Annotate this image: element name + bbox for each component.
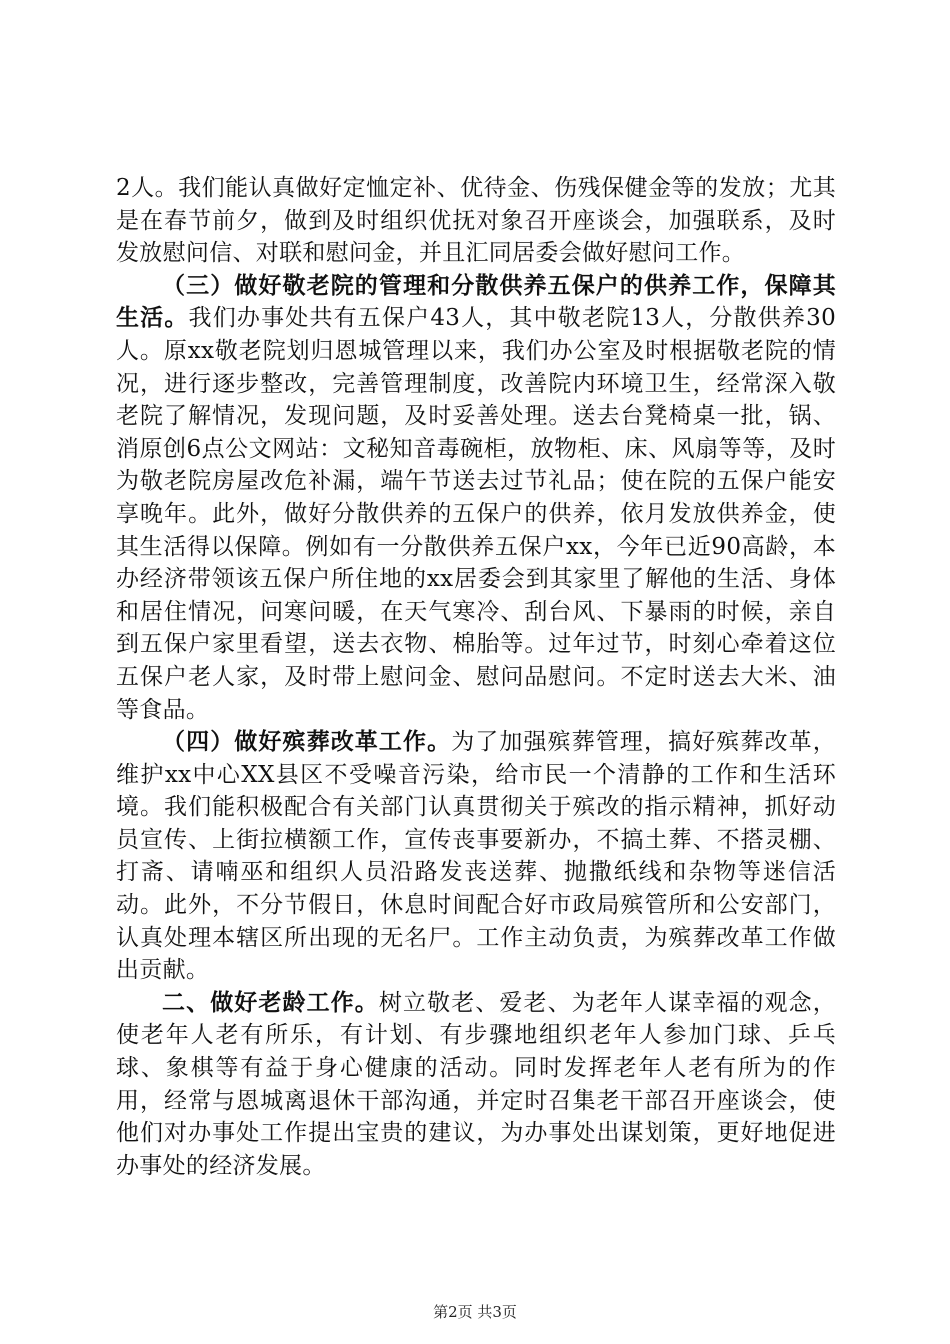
paragraph-text: 2人。我们能认真做好定恤定补、优待金、伤残保健金等的发放；尤其是在春节前夕，做到及时组织优抚对象召开座谈会，加强联系，及时发放慰问信、对联和慰问金，并且汇同居委会做好慰问工作。 [116,175,836,267]
section-heading: （三）做好敬老院的管理和分散供养五保户的供养工作，保障其生活。 [116,271,836,332]
section-heading: 二、做好老龄工作。 [162,988,379,1016]
paragraph-text: 我们办事处共有五保户43人，其中敬老院13人，分散供养30人。原xx敬老院划归恩城管理以来，我们办公室及时根据敬老院的情况，进行逐步整改，完善管理制度，改善院内环境卫生，经常深入敬老院了解情况，发现问题，及时妥善处理。送去台凳椅桌一批，锅、消原创6点公文网站：文秘知音毒碗柜，放物柜、床、风扇等等，及时为敬老院房屋改危补漏，端午节送去过节礼品；使在院的五保户能安享晚年。此外，做好分散供养的五保户的供养，依月发放供养金，使其生活得以保障。例如有一分散供养五保户xx，今年已近90高龄，本办经济带领该五保户所住地的xx居委会到其家里了解他的生活、身体和居住情况，问寒问暖，在天气寒冷、刮台风、下暴雨的时候，亲自到五保户家里看望，送去衣物、棉胎等。过年过节，时刻心牵着这位五保户老人家，及时带上慰问金、慰问品慰问。不定时送去大米、油等食品。 [116,305,837,723]
page-number-footer: 第2页 共3页 [433,1303,517,1321]
paragraph-text: 树立敬老、爱老、为老年人谋幸福的观念，使老年人老有所乐，有计划、有步骤地组织老年人参加门球、乒乓球、象棋等有益于身心健康的活动。同时发挥老年人老有所为的作用，经常与恩城离退休干部沟通，并定时召集老干部召开座谈会，使他们对办事处工作提出宝贵的建议，为办事处出谋划策，更好地促进办事处的经济发展。 [116,989,837,1179]
paragraph-text: 为了加强殡葬管理，搞好殡葬改革，维护xx中心XX县区不受噪音污染，给市民一个清静的工作和生活环境。我们能积极配合有关部门认真贯彻关于殡改的指示精神，抓好动员宣传、上街拉横额工作，宣传丧事要新办，不搞土葬、不搭灵棚、打斋、请喃巫和组织人员沿路发丧送葬、抛撒纸线和杂物等迷信活动。此外，不分节假日，休息时间配合好市政局殡管所和公安部门，认真处理本辖区所出现的无名尸。工作主动负责，为殡葬改革工作做出贡献。 [116,729,836,984]
paragraph-continuation [116,172,836,270]
paragraph-aging-work [116,987,836,1183]
document-body [116,172,836,1182]
paragraph-funeral-reform [116,726,836,987]
paragraph-elderly-home [116,270,836,726]
section-heading: （四）做好殡葬改革工作。 [162,728,452,756]
